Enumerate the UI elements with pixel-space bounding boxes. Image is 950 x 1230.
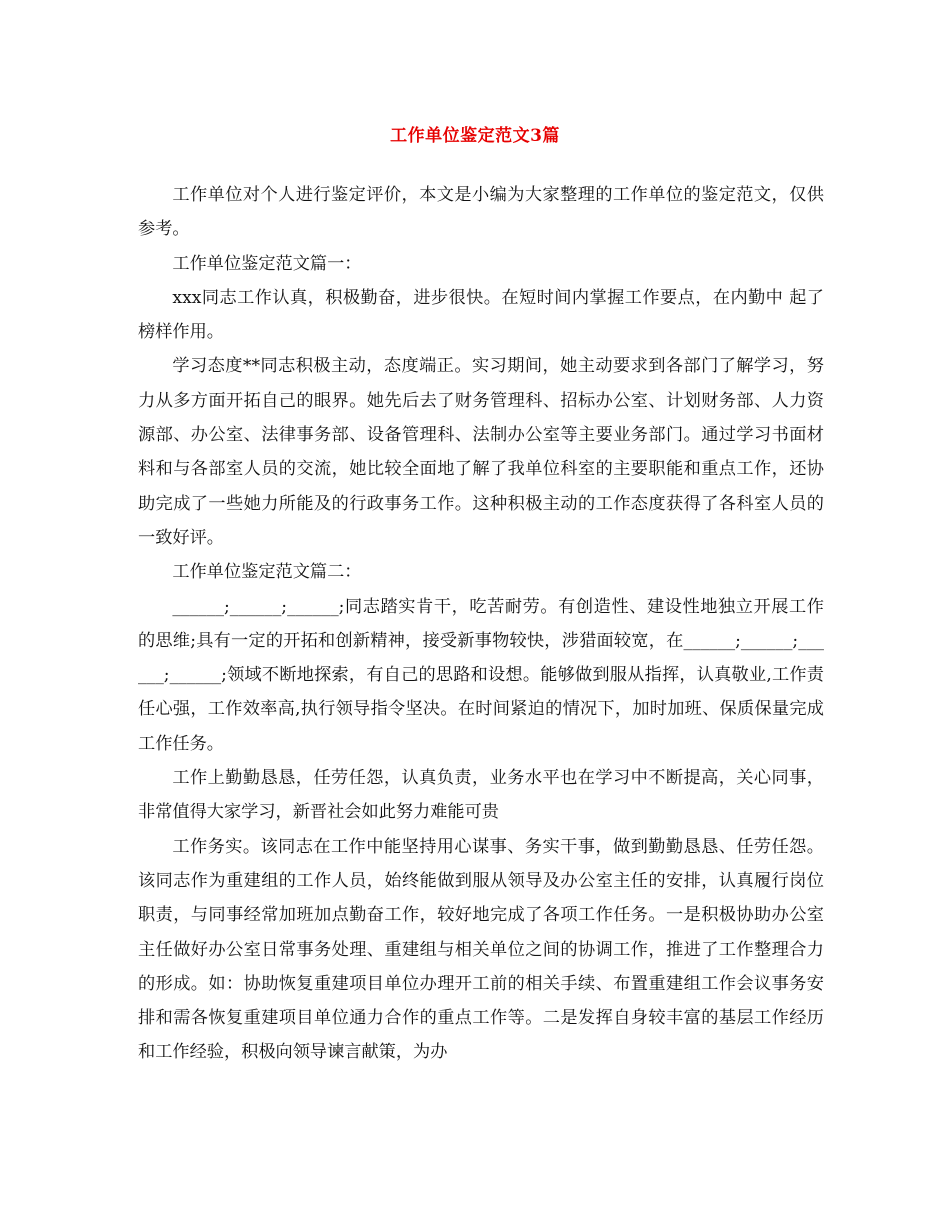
- section-1-paragraph-1: xxx同志工作认真，积极勤奋，进步很快。在短时间内掌握工作要点，在内勤中 起了榜样作用。: [138, 287, 824, 343]
- section-heading-2: 工作单位鉴定范文篇二：: [172, 562, 362, 583]
- section-2-paragraph-1: ______;______;______;同志踏实肯干，吃苦耐劳。有创造性、建设性地独立开展工作的思维;具有一定的开拓和创新精神，接受新事物较快，涉猎面较宽，在______;______;______;______;领域不断地探索，有自己的思路和设想。能够做到服从指挥，认真敬业,工作责任心强，工作效率高,执行领导指令坚决。在时间紧迫的情况下，加时加班、保质保量完成工作任务。: [138, 596, 824, 754]
- document-title: 工作单位鉴定范文3篇: [390, 126, 560, 146]
- document-body: [138, 178, 824, 1070]
- section-2-paragraph-3: 工作务实。该同志在工作中能坚持用心谋事、务实干事，做到勤勤恳恳、任劳任怨。该同志作为重建组的工作人员，始终能做到服从领导及办公室主任的安排，认真履行岗位职责，与同事经常加班加点勤奋工作，较好地完成了各项工作任务。一是积极协助办公室主任做好办公室日常事务处理、重建组与相关单位之间的协调工作，推进了工作整理合力的形成。如：协助恢复重建项目单位办理开工前的相关手续、布置重建组工作会议事务安排和需各恢复重建项目单位通力合作的重点工作等。二是发挥自身较丰富的基层工作经历和工作经验，积极向领导谏言献策，为办: [138, 836, 824, 1063]
- intro-paragraph: 工作单位对个人进行鉴定评价，本文是小编为大家整理的工作单位的鉴定范文，仅供参考。: [138, 185, 824, 240]
- section-heading-1: 工作单位鉴定范文篇一：: [172, 253, 362, 274]
- section-2-paragraph-2: 工作上勤勤恳恳，任劳任怨，认真负责，业务水平也在学习中不断提高，关心同事，非常值得大家学习，新晋社会如此努力难能可贵: [138, 768, 824, 823]
- section-1-paragraph-2: 学习态度**同志积极主动，态度端正。实习期间，她主动要求到各部门了解学习，努力从多方面开拓自己的眼界。她先后去了财务管理科、招标办公室、计划财务部、人力资源部、办公室、法律事务部、设备管理科、法制办公室等主要业务部门。通过学习书面材料和与各部室人员的交流，她比较全面地了解了我单位科室的主要职能和重点工作，还协助完成了一些她力所能及的行政事务工作。这种积极主动的工作态度获得了各科室人员的一致好评。: [138, 356, 824, 548]
